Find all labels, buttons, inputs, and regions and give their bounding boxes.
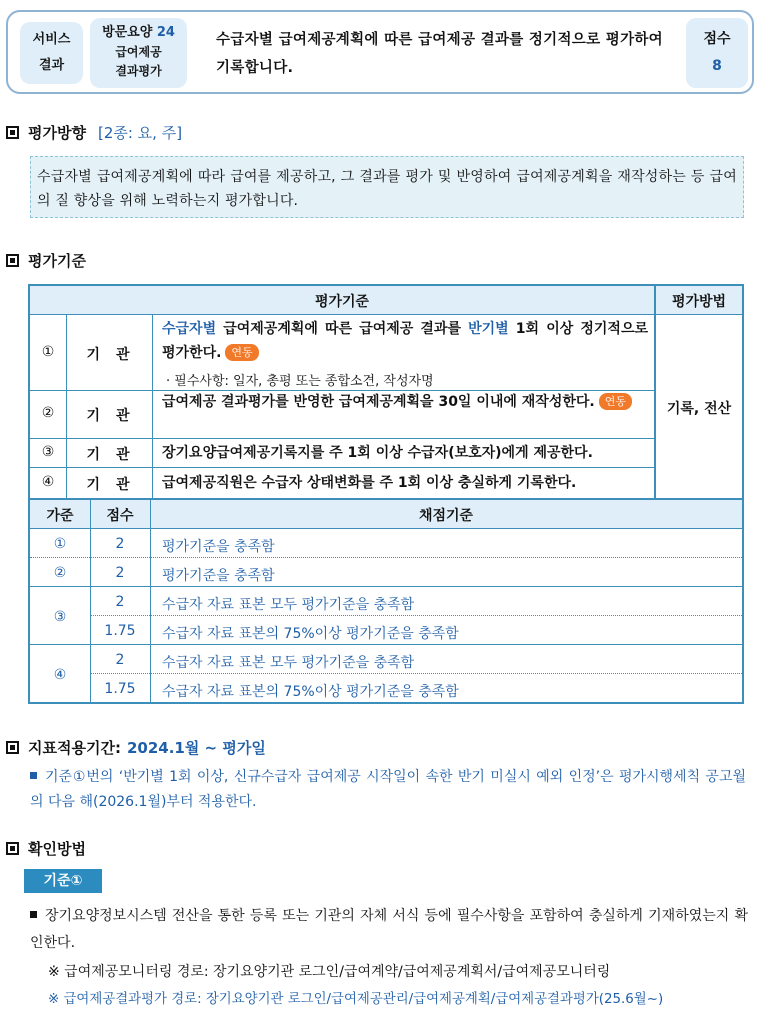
criterion-2-text: 급여제공 결과평가를 반영한 급여제공계획을 30일 이내에 재작성한다. 연동	[162, 390, 648, 414]
score-1-points: 2	[115, 536, 125, 552]
black-square-bullet-icon	[30, 911, 37, 918]
applies-to: [2종: 요, 주]	[97, 124, 183, 142]
indicator-title: 수급자별 급여제공계획에 따른 급여제공 결과를 정기적으로 평가하여 기록합니다.	[216, 32, 663, 76]
criterion-2-number: ②	[41, 405, 55, 421]
direction-heading: 평가방향 [2종: 요, 주]	[6, 122, 182, 143]
service-line3: 결과평가	[115, 64, 162, 78]
criterion-1-number: ①	[41, 344, 55, 360]
score-2-criterion: ②	[53, 565, 67, 581]
service-pill	[90, 18, 187, 88]
score-4a-points: 2	[115, 652, 125, 668]
score-3a-points: 2	[115, 594, 125, 610]
period-value: 2024.1월 ~ 평가일	[126, 739, 266, 757]
score-3-criterion: ③	[53, 609, 67, 625]
check-line-3: ※ 급여제공결과평가 경로: 장기요양기관 로그인/급여제공관리/급여제공계획/급여제공결과평가(25.6월~)	[48, 992, 664, 1007]
period-heading: 지표적용기간: 2024.1월 ~ 평가일	[6, 737, 266, 758]
score-pill	[686, 18, 748, 88]
criterion-1-text: 수급자별 급여제공계획에 따른 급여제공 결과를 반기별 1회 이상 정기적으로 평가한다. 연동	[162, 321, 648, 361]
score-4-criterion: ④	[53, 667, 67, 683]
score-2-rule: 평가기준을 충족함	[162, 568, 275, 584]
col-criteria-header: 평가기준	[314, 294, 370, 310]
criterion-1-note: · 필수사항: 일자, 총평 또는 종합소견, 작성자명	[166, 374, 434, 389]
service-line1: 방문요양	[102, 25, 153, 40]
score-col-points: 점수	[106, 508, 134, 524]
linked-badge: 연동	[225, 344, 258, 361]
criterion-4-number: ④	[41, 474, 55, 490]
check-line-2: ※ 급여제공모니터링 경로: 장기요양기관 로그인/급여계약/급여제공계획서/급여제공모니터링	[48, 964, 611, 980]
indicator-header-card	[6, 10, 754, 94]
blue-square-bullet-icon	[30, 772, 37, 779]
criteria-heading: 평가기준	[6, 250, 86, 271]
score-label: 점수	[703, 31, 731, 47]
category-line1: 서비스	[32, 32, 71, 47]
score-col-rule: 채점기준	[418, 508, 474, 524]
criterion-tag: 기준①	[24, 869, 102, 893]
col-method-header: 평가방법	[671, 294, 727, 310]
criteria-table	[28, 284, 744, 704]
score-1-rule: 평가기준을 충족함	[162, 539, 275, 555]
linked-badge: 연동	[599, 393, 632, 410]
criterion-3-text: 장기요양급여제공기록지를 주 1회 이상 수급자(보호자)에게 제공한다.	[162, 445, 593, 461]
period-note: 기준①번의 ‘반기별 1회 이상, 신규수급자 급여제공 시작일이 속한 반기 미실시 예외 인정’은 평가시행세칙 공고월의 다음 해(2026.1월)부터 적용한다.	[30, 769, 746, 810]
score-value: 8	[712, 58, 722, 74]
square-bullet-icon	[6, 126, 19, 139]
category-line2: 결과	[38, 58, 65, 73]
evaluation-method: 기록, 전산	[666, 401, 732, 417]
score-4b-points: 1.75	[104, 681, 136, 697]
square-bullet-icon	[6, 741, 19, 754]
score-4a-rule: 수급자 자료 표본 모두 평가기준을 충족함	[162, 655, 415, 671]
indicator-number: 24	[156, 25, 175, 40]
score-3b-rule: 수급자 자료 표본의 75%이상 평가기준을 충족함	[162, 626, 459, 642]
score-2-points: 2	[115, 565, 125, 581]
score-1-criterion: ①	[53, 536, 67, 552]
score-4b-rule: 수급자 자료 표본의 75%이상 평가기준을 충족함	[162, 684, 459, 700]
direction-description: 수급자별 급여제공계획에 따라 급여를 제공하고, 그 결과를 평가 및 반영하여 급여제공계획을 재작성하는 등 급여의 질 향상을 위해 노력하는지 평가합니다.	[30, 156, 744, 218]
service-line2: 급여제공	[115, 45, 162, 59]
square-bullet-icon	[6, 254, 19, 267]
category-pill	[20, 22, 83, 84]
criterion-4-type: 기관	[86, 477, 146, 493]
check-heading: 확인방법	[6, 838, 86, 859]
criterion-3-number: ③	[41, 444, 55, 460]
square-bullet-icon	[6, 842, 19, 855]
score-col-criterion: 가준	[46, 508, 74, 524]
criterion-4-text: 급여제공직원은 수급자 상태변화를 주 1회 이상 충실하게 기록한다.	[162, 475, 577, 491]
criterion-1-type: 기관	[86, 347, 146, 363]
criterion-3-type: 기관	[86, 447, 146, 463]
score-3b-points: 1.75	[104, 623, 136, 639]
score-3a-rule: 수급자 자료 표본 모두 평가기준을 충족함	[162, 597, 415, 613]
check-line-1: 장기요양정보시스템 전산을 통한 등록 또는 기관의 자체 서식 등에 필수사항을 포함하여 충실하게 기재하였는지 확인한다.	[30, 908, 748, 951]
criterion-2-type: 기관	[86, 408, 146, 424]
